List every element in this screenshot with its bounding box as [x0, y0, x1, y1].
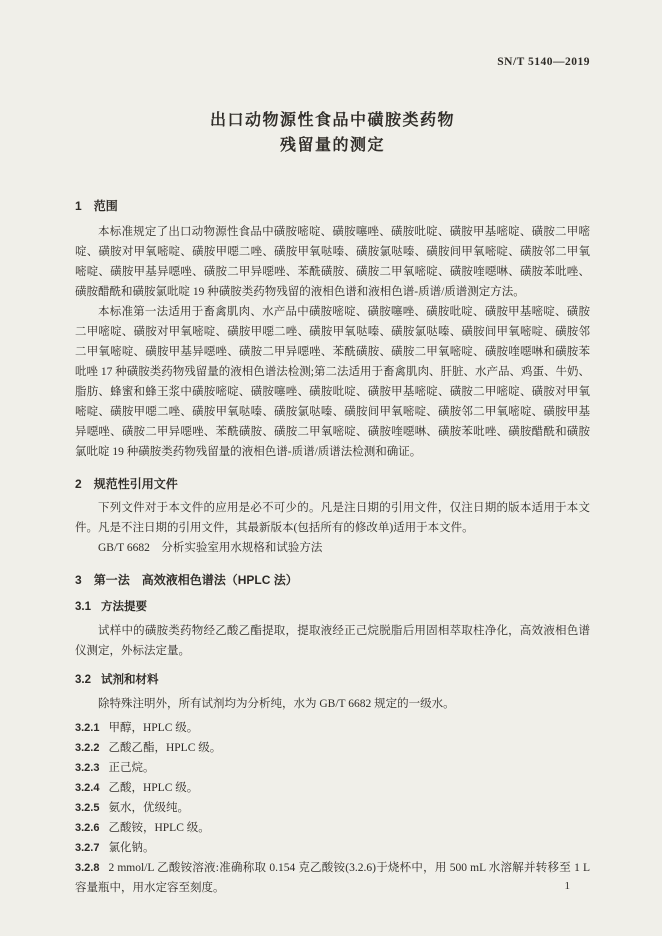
section-1-paragraph-2: 本标准第一法适用于畜禽肌肉、水产品中磺胺嘧啶、磺胺噻唑、磺胺吡啶、磺胺甲基嘧啶、磺胺二甲嘧啶、磺胺对甲氧嘧啶、磺胺甲噁二唑、磺胺甲氧哒嗪、磺胺氯哒嗪、磺胺间甲氧嘧啶、磺胺邻二甲氧嘧啶、磺胺甲基异噁唑、磺胺二甲异噁唑、苯酰磺胺、磺胺二甲氧嘧啶、磺胺喹噁啉和磺胺苯吡唑 17 种磺胺类药物残留量的液相色谱法检测;第二法适用于畜禽肌肉、肝脏、水产品、鸡蛋、牛奶、脂肪、蜂蜜和蜂王浆中磺胺嘧啶、磺胺噻唑、磺胺吡啶、磺胺甲基嘧啶、磺胺二甲嘧啶、磺胺对甲氧嘧啶、磺胺甲噁二唑、磺胺甲氧哒嗪、磺胺氯哒嗪、磺胺间甲氧嘧啶、磺胺邻二甲氧嘧啶、磺胺甲基异噁唑、磺胺二甲异噁唑、苯酰磺胺、磺胺二甲氧嘧啶、磺胺喹噁啉、磺胺苯吡唑、磺胺醋酰和磺胺氯吡啶 19 种磺胺类药物残留量的液相色谱-质谱/质谱法检测和确证。: [75, 306, 590, 458]
document-title: [75, 108, 590, 158]
reagent-item-3-2-7-number: 3.2.7: [75, 842, 100, 854]
reagent-item-3-2-1-number: 3.2.1: [75, 722, 100, 734]
reagent-item-3-2-6-text: 乙酸铵，HPLC 级。: [108, 822, 210, 834]
reagent-item-3-2-8-text: 2 mmol/L 乙酸铵溶液:准确称取 0.154 克乙酸铵(3.2.6)于烧杯中，用 500 mL 水溶解并转移至 1 L 容量瓶中，用水定容至刻度。: [75, 862, 590, 894]
section-3-number: 3: [75, 573, 82, 587]
reagent-item-3-2-7: [75, 838, 590, 858]
section-3-1-title: 方法提要: [101, 601, 147, 613]
normative-reference-gbt6682: GB/T 6682 分析实验室用水规格和试验方法: [98, 542, 323, 554]
section-3-1-paragraph-1: 试样中的磺胺类药物经乙酸乙酯提取，提取液经正己烷脱脂后用固相萃取柱净化，高效液相色谱仪测定，外标法定量。: [75, 625, 590, 657]
section-1-paragraph-1: 本标准规定了出口动物源性食品中磺胺嘧啶、磺胺噻唑、磺胺吡啶、磺胺甲基嘧啶、磺胺二甲嘧啶、磺胺对甲氧嘧啶、磺胺甲噁二唑、磺胺甲氧哒嗪、磺胺氯哒嗪、磺胺间甲氧嘧啶、磺胺邻二甲氧嘧啶、磺胺甲基异噁唑、磺胺二甲异噁唑、苯酰磺胺、磺胺二甲氧嘧啶、磺胺喹噁啉、磺胺苯吡唑、磺胺醋酰和磺胺氯吡啶 19 种磺胺类药物残留的液相色谱和液相色谱-质谱/质谱测定方法。: [75, 226, 590, 298]
reagent-item-3-2-1-text: 甲醇，HPLC 级。: [108, 722, 199, 734]
reagent-item-3-2-4: [75, 778, 590, 798]
reagent-item-3-2-8-number: 3.2.8: [75, 862, 100, 874]
reagent-item-3-2-4-number: 3.2.4: [75, 782, 100, 794]
document-title-line-1: 出口动物源性食品中磺胺类药物: [209, 112, 455, 129]
reagent-item-3-2-6: [75, 818, 590, 838]
section-1-heading: [75, 198, 590, 214]
section-2-paragraph-1: 下列文件对于本文件的应用是必不可少的。凡是注日期的引用文件，仅注日期的版本适用于本文件。凡是不注日期的引用文件，其最新版本(包括所有的修改单)适用于本文件。: [75, 502, 590, 534]
reagent-item-3-2-3-text: 正己烷。: [108, 762, 155, 774]
section-3-2-title: 试剂和材料: [101, 674, 159, 686]
reagent-item-3-2-4-text: 乙酸，HPLC 级。: [108, 782, 199, 794]
reagent-item-3-2-3-number: 3.2.3: [75, 762, 100, 774]
section-1-title: 范围: [93, 199, 118, 213]
section-3-2-heading: [75, 673, 590, 688]
reagent-item-3-2-2: [75, 738, 590, 758]
section-3-2-paragraph-1: 除特殊注明外，所有试剂均为分析纯，水为 GB/T 6682 规定的一级水。: [98, 698, 455, 710]
reagent-item-3-2-1: [75, 718, 590, 738]
document-title-line-2: 残留量的测定: [279, 137, 385, 154]
section-1-number: 1: [75, 199, 82, 213]
reagent-item-3-2-7-text: 氯化钠。: [108, 842, 155, 854]
section-3-1-heading: [75, 600, 590, 615]
section-2-number: 2: [75, 477, 82, 491]
reagent-item-3-2-6-number: 3.2.6: [75, 822, 100, 834]
section-3-heading: [75, 572, 590, 588]
section-3-2-number: 3.2: [75, 674, 91, 686]
section-3-1-number: 3.1: [75, 601, 91, 613]
section-2-title: 规范性引用文件: [93, 477, 178, 491]
reagent-item-3-2-5-text: 氨水，优级纯。: [108, 802, 189, 814]
standard-number: SN/T 5140—2019: [497, 56, 590, 68]
reagent-item-3-2-2-text: 乙酸乙酯，HPLC 级。: [108, 742, 222, 754]
section-3-title: 第一法 高效液相色谱法（HPLC 法）: [93, 573, 298, 587]
reagent-item-3-2-2-number: 3.2.2: [75, 742, 100, 754]
reagent-list: [75, 718, 590, 898]
reagent-item-3-2-3: [75, 758, 590, 778]
section-2-heading: [75, 476, 590, 492]
reagent-item-3-2-8: [75, 858, 590, 898]
reagent-item-3-2-5: [75, 798, 590, 818]
page-number: 1: [564, 880, 570, 892]
reagent-item-3-2-5-number: 3.2.5: [75, 802, 100, 814]
